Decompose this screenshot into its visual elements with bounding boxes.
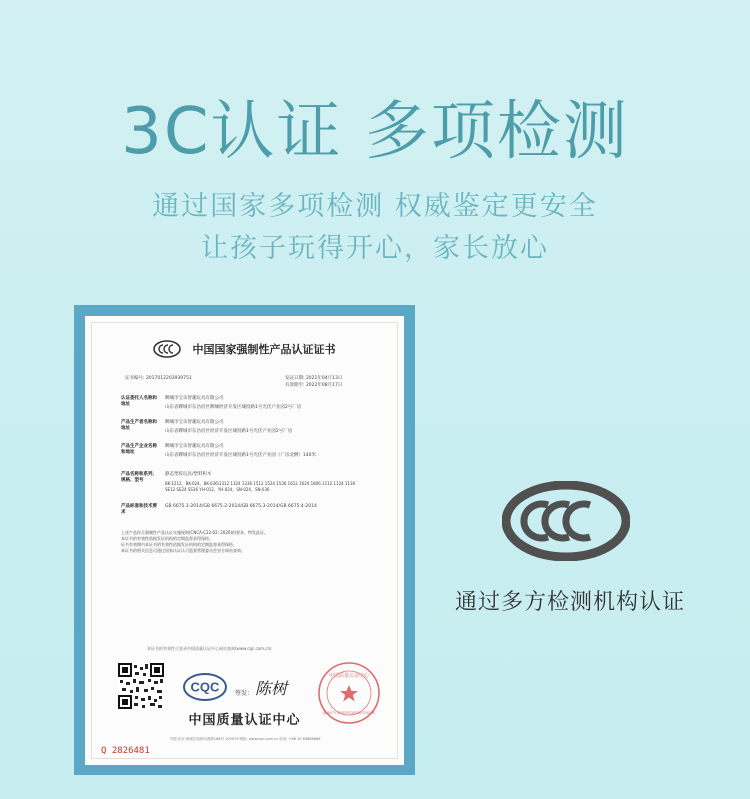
- note-line: 本证书的有效性依据发证机构的定期监督获得保持。: [121, 536, 213, 541]
- cqc-logo-text: CQC: [190, 679, 220, 695]
- product-name: 静态塑胶玩具/塑料积木: [165, 472, 212, 477]
- serial-value: 2826481: [111, 746, 150, 756]
- page-headline: 3C认证 多项检测: [121, 95, 629, 169]
- ccc-small-icon: [153, 340, 181, 358]
- certificate: [85, 316, 404, 765]
- factory-label: 产品生产企业名称和地址: [121, 444, 157, 455]
- maker-label: 产品生产者名称和地址: [121, 420, 157, 431]
- product-models: BK-1212、BK-024、BK-036\1312 1324 1336 1512 1524 1536 1612 1624 1806 1112 1124 1136: [165, 481, 356, 486]
- qr-code-icon: [118, 663, 164, 709]
- maker-name: 聊城市宝乐智趣玩具有限公司: [165, 420, 224, 425]
- cert-number: 证书编号: 2017012203939751: [125, 376, 192, 381]
- expiry-date: 有效期至: 2022年08月17日: [285, 383, 343, 388]
- note-line: 上述产品符合强制性产品认证实施规则(CNCA-C22-02: 2020)的要求，特发此证。: [121, 530, 269, 535]
- serial-number: Q 2826481: [101, 746, 150, 756]
- applicant-name: 聊城市宝乐智趣玩具有限公司: [165, 396, 224, 401]
- subtitle-line-2: 让孩子玩得开心，家长放心: [201, 233, 549, 264]
- note-line: 证书有效期内本证书的有效性依据发证机构的定期监督获得保持。: [121, 542, 237, 547]
- seal-outer-text: QUALITY CERTIFICATION CENTRE: [322, 711, 376, 715]
- footer-address: 中国·北京·西城区南四环西路188号 100070 网址: www.cqc.com.cn 电话: +86 10 83886666: [169, 737, 321, 741]
- product-label: 产品名称和系列、规格、型号: [121, 472, 157, 483]
- applicant-label: 认证委托人名称和地址: [121, 396, 157, 407]
- standard-label: 产品标准和技术要求: [121, 504, 157, 515]
- certificate-header: [85, 338, 404, 358]
- factory-address: 山东省聊城市东昌府区经济开发区城投路1号光伏产业园（厂房北侧）140米: [165, 453, 316, 458]
- applicant-address: 山东省聊城市东昌府区聊城经济开发区城投路1号光伏产业园2号厂房: [165, 405, 302, 410]
- verify-line: 本证书的有效性可登录中国质量认证中心网站查询(www.cqc.com.cn): [147, 646, 272, 651]
- issue-date: 发证日期: 2021年04月13日: [285, 376, 343, 381]
- certificate-title: 中国国家强制性产品认证证书: [192, 342, 336, 356]
- badge-caption: 通过多方检测机构认证: [454, 590, 685, 615]
- cqc-logo-icon: [182, 672, 228, 702]
- ccc-mark-icon: [502, 481, 630, 561]
- maker-address: 山东省聊城市东昌府区经济开发区城投路1号光伏产业园2号厂房: [165, 429, 293, 434]
- signature: 陈树: [255, 679, 288, 698]
- issuing-organization: 中国质量认证中心: [188, 713, 301, 728]
- subtitle-line-1: 通过国家多项检测 权威鉴定更安全: [152, 191, 598, 222]
- sign-label: 签发：: [235, 690, 254, 697]
- product-models-2: SE12 SE24 SS36 YH-012、YH-024、SN-024、SN-036: [165, 487, 270, 492]
- factory-name: 聊城市宝乐智趣玩具有限公司: [165, 444, 224, 449]
- note-line: 本证书的相关信息可通过国家认证认可监督管理委员会官方网站查询。: [121, 548, 245, 553]
- seal-text: 中国质量认证中心: [328, 673, 370, 679]
- standard-text: GB 6675.1-2014/GB 6675.2-2014/GB 6675.3-2014/GB 6675.4-2014: [165, 504, 317, 509]
